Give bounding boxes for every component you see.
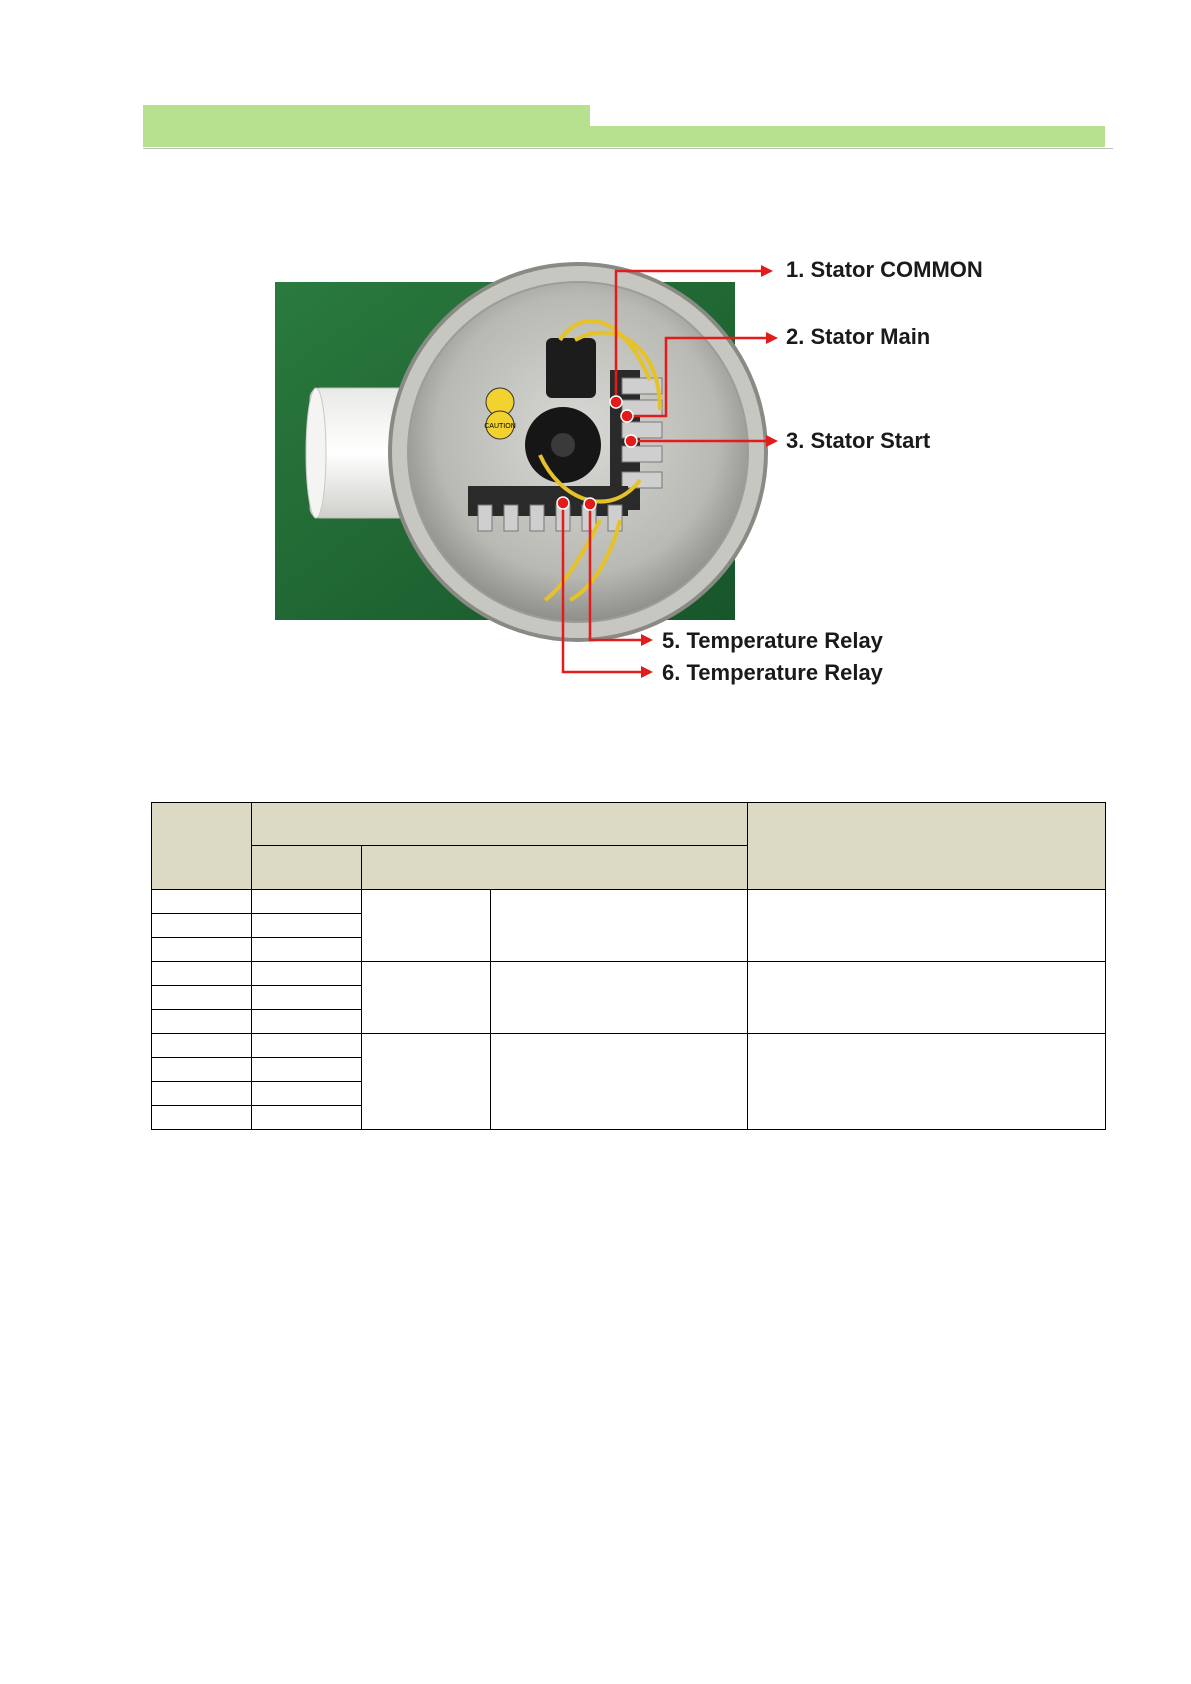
table-cell xyxy=(252,1034,362,1058)
table-cell-merged xyxy=(491,1034,748,1130)
wiring-spec-table xyxy=(151,802,1106,1130)
arrow-5 xyxy=(641,634,653,646)
callout-temperature-relay-6: 6. Temperature Relay xyxy=(662,660,883,685)
motor-photo xyxy=(275,264,766,640)
table-cell xyxy=(252,890,362,914)
table-cell-merged xyxy=(491,962,748,1034)
table-cell xyxy=(152,890,252,914)
arrow-3 xyxy=(766,435,778,447)
callout-stator-main: 2. Stator Main xyxy=(786,324,931,349)
header-sub-1 xyxy=(252,846,362,890)
header-group xyxy=(252,803,748,846)
table-cell xyxy=(152,1106,252,1130)
table-cell xyxy=(152,938,252,962)
table-cell xyxy=(152,914,252,938)
terminal-box-figure xyxy=(0,0,1191,720)
table-cell xyxy=(252,1058,362,1082)
table-cell xyxy=(252,962,362,986)
table-cell xyxy=(152,1082,252,1106)
caution-label: CAUTION xyxy=(484,423,516,430)
table-cell xyxy=(152,1058,252,1082)
table-cell xyxy=(152,1034,252,1058)
table-cell xyxy=(252,1106,362,1130)
table-cell-merged xyxy=(362,890,491,962)
header-col-last xyxy=(748,803,1106,890)
table-cell xyxy=(152,1010,252,1034)
header-col-1 xyxy=(152,803,252,890)
table-cell-merged xyxy=(362,1034,491,1130)
table-cell xyxy=(152,962,252,986)
table-cell-merged xyxy=(748,1034,1106,1130)
header-sub-2 xyxy=(362,846,748,890)
arrow-1 xyxy=(761,265,773,277)
callout-temperature-relay-5: 5. Temperature Relay xyxy=(662,628,883,653)
table-cell-merged xyxy=(362,962,491,1034)
table-cell-merged xyxy=(748,962,1106,1034)
table-cell xyxy=(252,938,362,962)
arrow-2 xyxy=(766,332,778,344)
table-cell xyxy=(252,1082,362,1106)
table-cell xyxy=(152,986,252,1010)
callout-stator-common: 1. Stator COMMON xyxy=(786,257,983,282)
table-cell-merged xyxy=(748,890,1106,962)
table-cell-merged xyxy=(491,890,748,962)
callout-stator-start: 3. Stator Start xyxy=(786,428,931,453)
table-cell xyxy=(252,1010,362,1034)
table-cell xyxy=(252,914,362,938)
table-cell xyxy=(252,986,362,1010)
arrow-6 xyxy=(641,666,653,678)
